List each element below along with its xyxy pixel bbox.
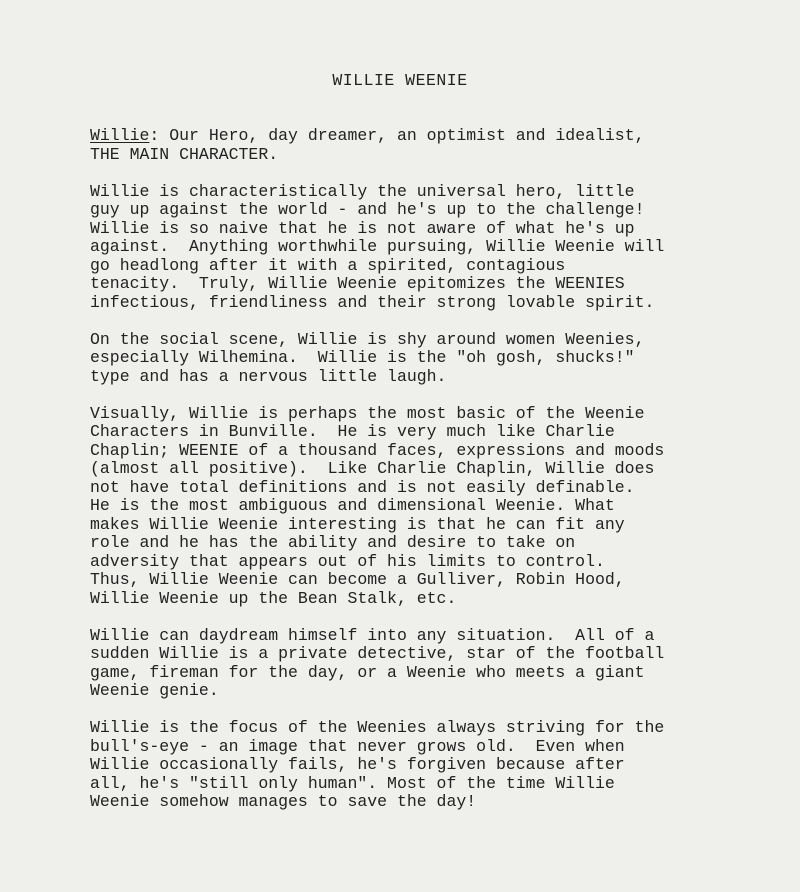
paragraph-line: Thus, Willie Weenie can become a Gulliver, Robin Hood, [90,570,625,589]
paragraph-line: type and has a nervous little laugh. [90,366,447,386]
paragraph-line: all, he's "still only human". Most of the time Willie [90,773,615,793]
paragraph-line: Willie can daydream himself into any situation. All of a [90,625,655,645]
paragraph [90,331,790,387]
paragraph-line: role and he has the ability and desire to take on [90,533,576,552]
paragraph [90,719,790,812]
document-body [90,127,790,830]
intro-paragraph [90,127,790,164]
intro-line-2: THE MAIN CHARACTER. [90,144,279,164]
paragraph-line: Characters in Bunville. He is very much like Charlie [90,422,615,441]
intro-line-1 [90,127,790,146]
paragraph-line: (almost all positive). Like Charlie Chaplin, Willie does [90,459,655,478]
document-title: WILLIE WEENIE [332,71,468,90]
paragraph-line: Chaplin; WEENIE of a thousand faces, expressions and moods [90,440,665,460]
paragraph-line: tenacity. Truly, Willie Weenie epitomizes the WEENIES [90,274,625,293]
paragraph-line: not have total definitions and is not easily definable. [90,477,635,497]
paragraph [90,627,790,701]
paragraph [90,183,790,313]
paragraph-line: Willie is characteristically the universal hero, little [90,181,635,201]
paragraph-line: On the social scene, Willie is shy around women Weenies, [90,329,645,349]
paragraph-line: guy up against the world - and he's up to the challenge! [90,200,645,219]
paragraph-line: Willie Weenie up the Bean Stalk, etc. [90,588,457,608]
paragraph-line: He is the most ambiguous and dimensional Weenie. What [90,496,615,515]
paragraph-line: Weenie somehow manages to save the day! [90,792,477,811]
paragraph [90,405,790,609]
paragraph-line: Willie occasionally fails, he's forgiven because after [90,755,625,774]
character-name: Willie [90,126,150,145]
paragraph-line: against. Anything worthwhile pursuing, Willie Weenie will [90,237,665,256]
intro-description: : Our Hero, day dreamer, an optimist and idealist, [149,126,645,145]
paragraph-line: infectious, friendliness and their strong lovable spirit. [90,292,655,312]
paragraph-line: Weenie genie. [90,681,219,700]
paragraph-line: Willie is the focus of the Weenies always striving for the [90,718,665,737]
paragraph-line: adversity that appears out of his limits to control. [90,551,605,571]
paragraph-line: makes Willie Weenie interesting is that he can fit any [90,514,625,534]
paragraph-line: sudden Willie is a private detective, star of the football [90,644,665,663]
paragraph-line: go headlong after it with a spirited, contagious [90,255,566,275]
paragraph-list [90,183,790,812]
paragraph-line: especially Wilhemina. Willie is the "oh gosh, shucks!" [90,348,635,367]
paragraph-line: game, fireman for the day, or a Weenie who meets a giant [90,662,645,682]
paragraph-line: Visually, Willie is perhaps the most basic of the Weenie [90,403,645,423]
paragraph-line: Willie is so naive that he is not aware of what he's up [90,218,635,238]
paragraph-line: bull's-eye - an image that never grows old. Even when [90,736,625,756]
